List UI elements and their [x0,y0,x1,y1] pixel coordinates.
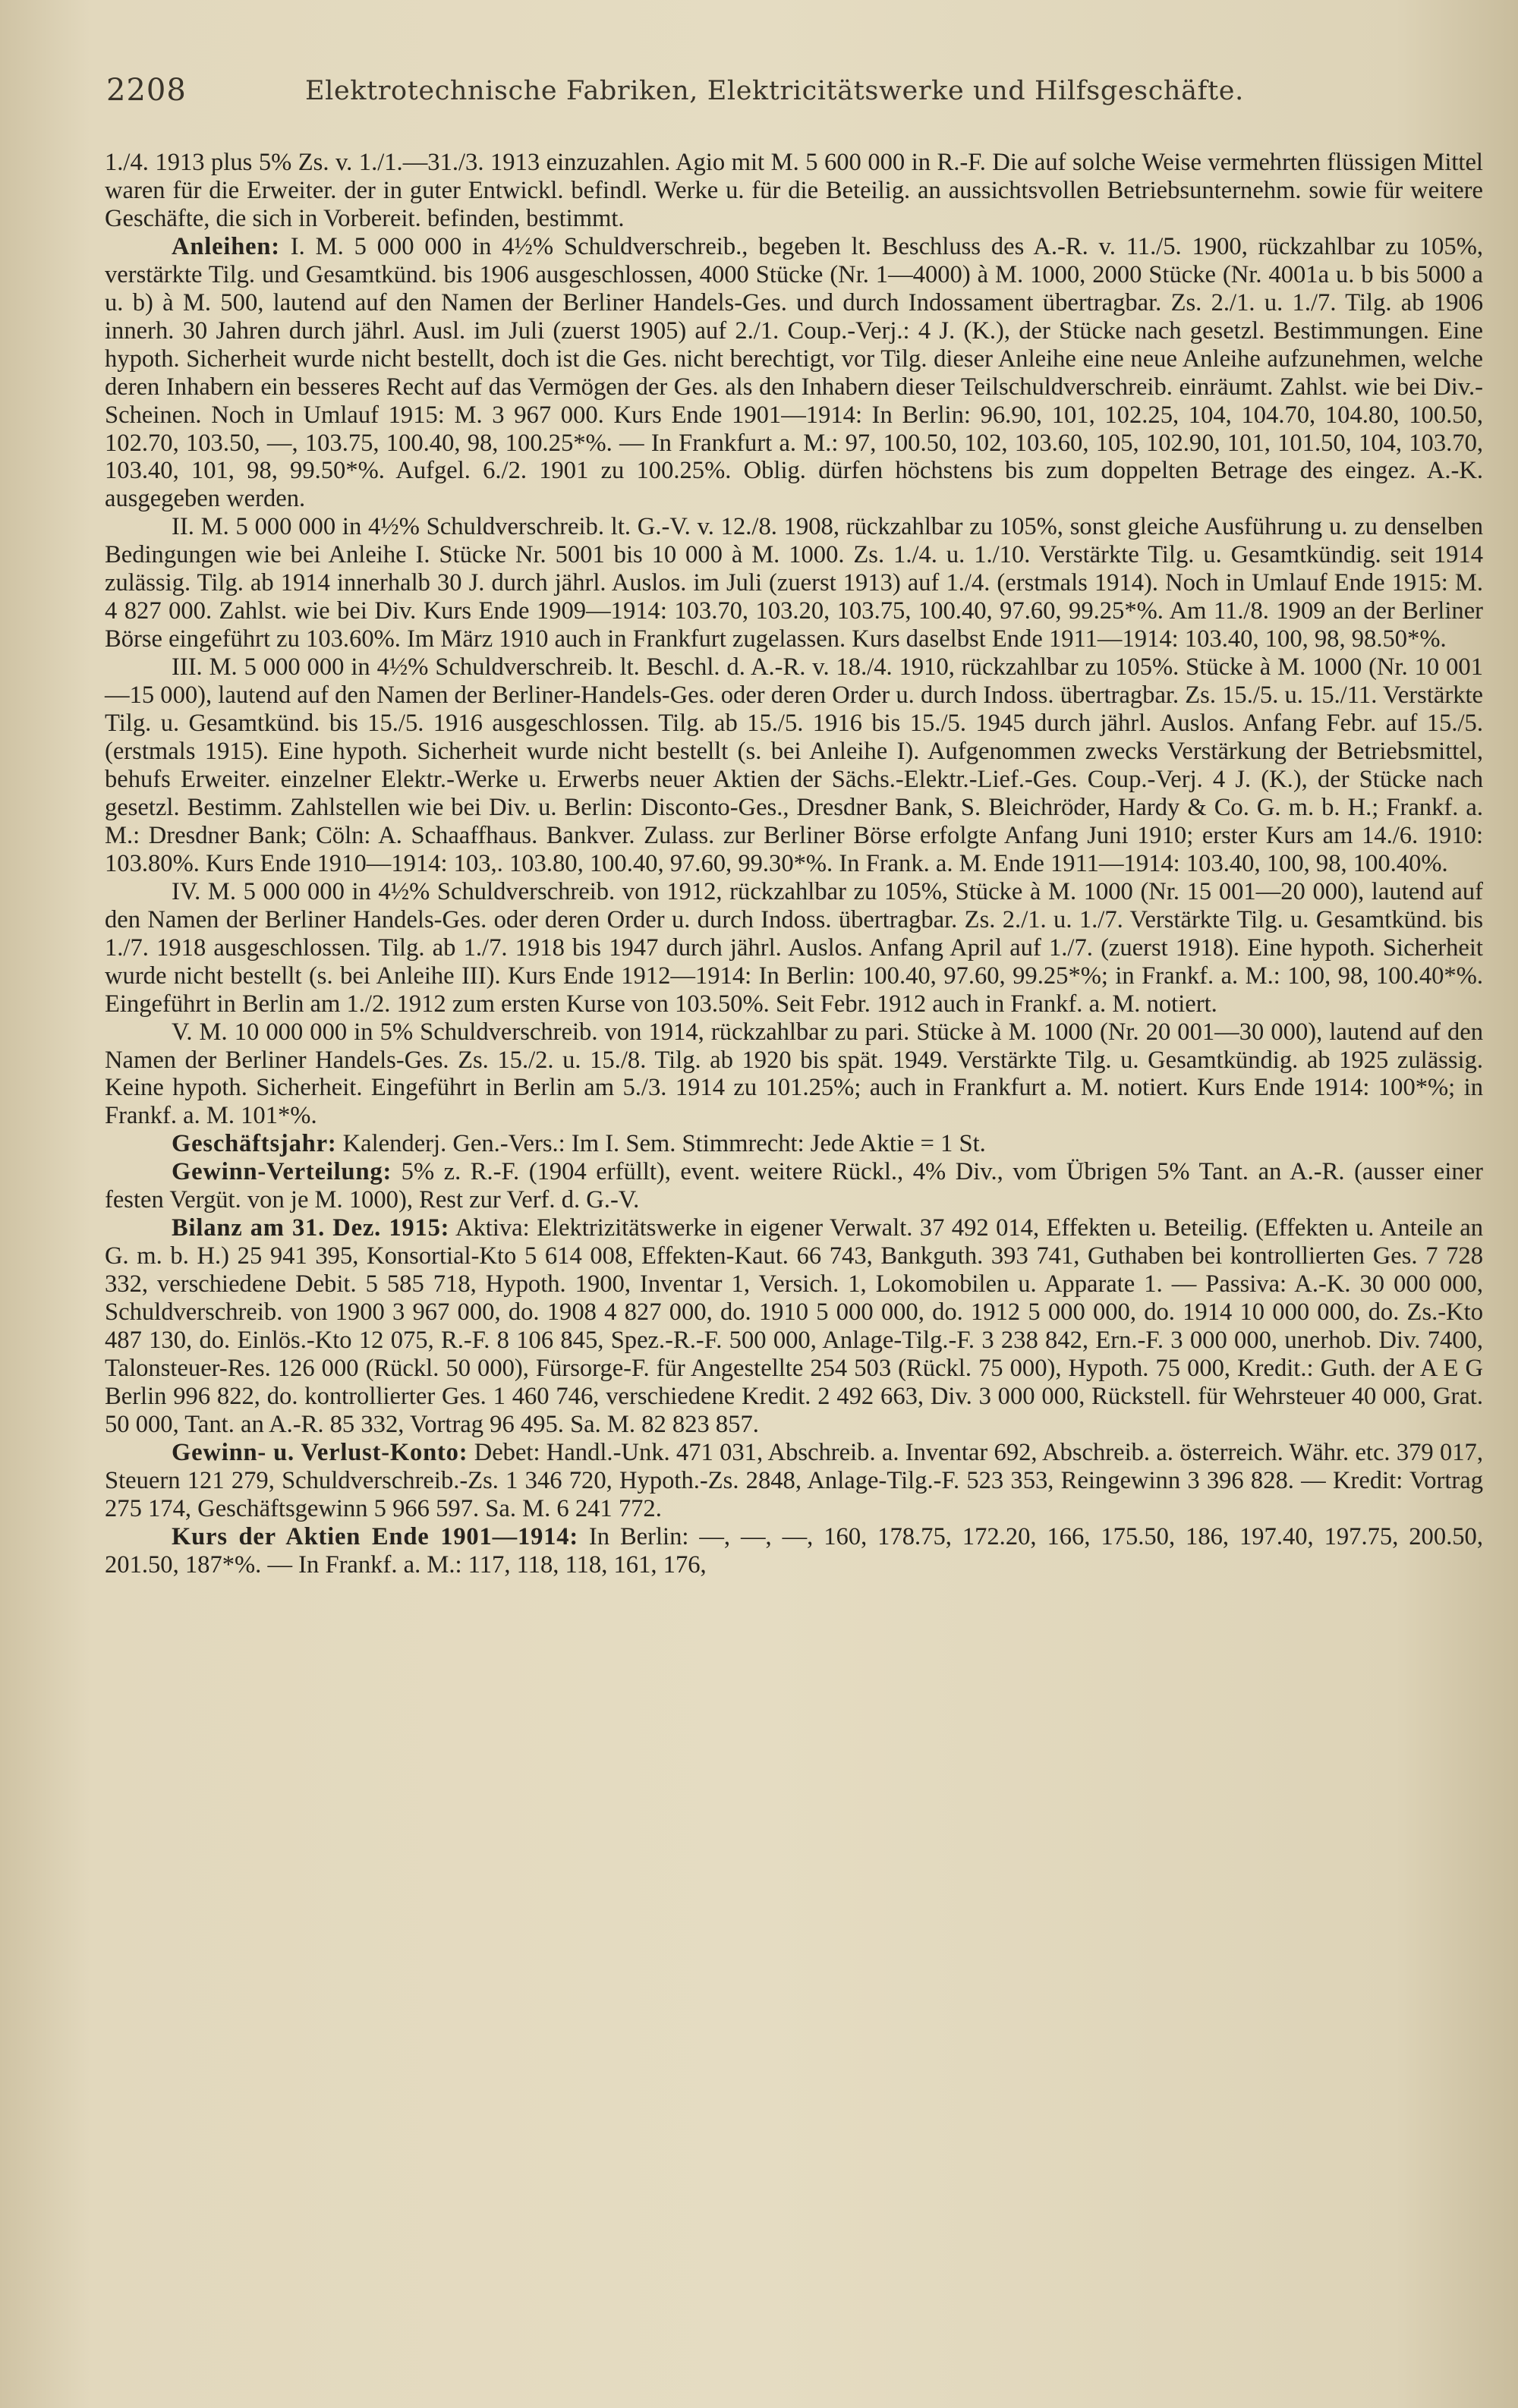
section-heading: Gewinn- u. Verlust-Konto: [172,1438,468,1466]
page-header [106,73,1457,118]
paragraph-text: I. M. 5 000 000 in 4½% Schuldverschreib., begeben lt. Beschluss des A.-R. v. 11./5. 1900, rückzahlbar zu 105%, verstärkte Tilg. und Gesamtkünd. bis 1906 ausgeschlossen, 4000 Stücke (Nr. 1—4000) à M. 1000, 2000 Stücke (Nr. 4001a u. b bis 5000 a u. b) à M. 500, lautend auf den Namen der Berliner Handels-Ges. und durch Indossament übertragbar. Zs. 2./1. u. 1./7. Tilg. ab 1906 innerh. 30 Jahren durch jährl. Ausl. im Juli (zuerst 1905) auf 2./1. Coup.-Verj.: 4 J. (K.), der Stücke nach gesetzl. Bestimmungen. Eine hypoth. Sicherheit wurde nicht bestellt, doch ist die Ges. nicht berechtigt, vor Tilg. dieser Anleihe eine neue Anleihe aufzunehmen, welche deren Inhabern ein besseres Recht auf das Vermögen der Ges. als den Inhabern dieser Teilschuldverschreib. einräumt. Zahlst. wie bei Div.-Scheinen. Noch in Umlauf 1915: M. 3 967 000. Kurs Ende 1901—1914: In Berlin: 96.90, 101, 102.25, 104, 104.70, 104.80, 100.50, 102.70, 103.50, —, 103.75, 100.40, 98, 100.25*%. — In Frankfurt a. M.: 97, 100.50, 102, 103.60, 105, 102.90, 101, 101.50, 104, 103.70, 103.40, 101, 98, 99.50*%. Aufgel. 6./2. 1901 zu 100.25%. Oblig. dürfen höchstens bis zum doppelten Betrage des eingez. A.-K. ausgegeben werden. [105,232,1483,513]
page-number: 2208 [106,73,187,108]
paragraph-text: V. M. 10 000 000 in 5% Schuldverschreib. von 1914, rückzahlbar zu pari. Stücke à M. 1000 (Nr. 20 001—30 000), lautend auf den Namen der Berliner Handels-Ges. Zs. 15./2. u. 15./8. Tilg. ab 1920 bis spät. 1949. Verstärkte Tilg. u. Gesamtkündig. ab 1925 zulässig. Keine hypoth. Sicherheit. Eingeführt in Berlin am 5./3. 1914 zu 101.25%; auch in Frankfurt a. M. notiert. Kurs Ende 1914: 100*%; in Frankf. a. M. 101*%. [105,1018,1483,1130]
section-heading: Kurs der Aktien Ende 1901—1914: [172,1522,578,1550]
body-text [105,149,1483,2395]
paragraph-profit-loss [105,1439,1483,1523]
paragraph-share-prices [105,1523,1483,1579]
section-heading: Anleihen: [172,232,280,260]
paragraph-bonds-ii [105,513,1483,653]
paragraph-text: 1./4. 1913 plus 5% Zs. v. 1./1.—31./3. 1913 einzuzahlen. Agio mit M. 5 600 000 in R.-F. Die auf solche Weise vermehrten flüssigen Mittel waren für die Erweiter. der in guter Entwickl. befindl. Werke u. für die Beteilig. an aussichtsvollen Betriebsunternehm. sowie für weitere Geschäfte, die sich in Vorbereit. befinden, bestimmt. [105,149,1483,232]
section-heading: Gewinn-Verteilung: [172,1158,392,1186]
paragraph-balance-sheet [105,1214,1483,1439]
paragraph-bonds-iii [105,653,1483,878]
paragraph-text: II. M. 5 000 000 in 4½% Schuldverschreib. lt. G.-V. v. 12./8. 1908, rückzahlbar zu 105%, sonst gleiche Ausführung u. zu denselben Bedingungen wie bei Anleihe I. Stücke Nr. 5001 bis 10 000 à M. 1000. Zs. 1./4. u. 1./10. Verstärkte Tilg. u. Gesamtkündig. seit 1914 zulässig. Tilg. ab 1914 innerhalb 30 J. durch jährl. Auslos. im Juli (zuerst 1913) auf 1./4. (erstmals 1914). Noch in Umlauf Ende 1915: M. 4 827 000. Zahlst. wie bei Div. Kurs Ende 1909—1914: 103.70, 103.20, 103.75, 100.40, 97.60, 99.25*%. Am 11./8. 1909 an der Berliner Börse eingeführt zu 103.60%. Im März 1910 auch in Frankfurt zugelassen. Kurs daselbst Ende 1911—1914: 103.40, 100, 98, 98.50*%. [105,513,1483,653]
section-heading: Bilanz am 31. Dez. 1915: [172,1214,450,1242]
paragraph-capital-increase [105,149,1483,233]
paragraph-text: Kalenderj. Gen.-Vers.: Im I. Sem. Stimmrecht: Jede Aktie = 1 St. [336,1130,986,1158]
section-heading: Geschäftsjahr: [172,1130,337,1158]
paragraph-fiscal-year [105,1130,1483,1158]
paragraph-profit-distribution [105,1158,1483,1214]
paragraph-bonds-v [105,1018,1483,1131]
running-title: Elektrotechnische Fabriken, Elektricitätswerke und Hilfsgeschäfte. [305,76,1244,106]
paragraph-bonds-iv [105,878,1483,1018]
paragraph-text: Debet: Handl.-Unk. 471 031, Abschreib. a. Inventar 692, Abschreib. a. österreich. Währ. etc. 379 017, Steuern 121 279, Schuldverschreib.-Zs. 1 346 720, Hypoth.-Zs. 2848, Anlage-Tilg.-F. 523 353, Reingewinn 3 396 828. — Kredit: Vortrag 275 174, Geschäftsgewinn 5 966 597. Sa. M. 6 241 772. [105,1438,1483,1522]
paragraph-text: In Berlin: —, —, —, 160, 178.75, 172.20, 166, 175.50, 186, 197.40, 197.75, 200.50, 201.50, 187*%. — In Frankf. a. M.: 117, 118, 118, 161, 176, [105,1522,1483,1579]
paragraph-text: 5% z. R.-F. (1904 erfüllt), event. weitere Rückl., 4% Div., vom Übrigen 5% Tant. an A.-R. (ausser einer festen Vergüt. von je M. 1000), Rest zur Verf. d. G.-V. [105,1158,1483,1214]
paragraph-text: III. M. 5 000 000 in 4½% Schuldverschreib. lt. Beschl. d. A.-R. v. 18./4. 1910, rückzahlbar zu 105%. Stücke à M. 1000 (Nr. 10 001—15 000), lautend auf den Namen der Berliner-Handels-Ges. oder deren Order u. durch Indoss. übertragbar. Zs. 15./5. u. 15./11. Verstärkte Tilg. u. Gesamtkünd. bis 15./5. 1916 ausgeschlossen. Tilg. ab 15./5. 1916 bis 15./5. 1945 durch jährl. Auslos. Anfang Febr. auf 15./5. (erstmals 1915). Eine hypoth. Sicherheit wurde nicht bestellt (s. bei Anleihe I). Aufgenommen zwecks Verstärkung der Betriebsmittel, behufs Erweiter. einzelner Elektr.-Werke u. Erwerbs neuer Aktien der Sächs.-Elektr.-Lief.-Ges. Coup.-Verj. 4 J. (K.), der Stücke nach gesetzl. Bestimm. Zahlstellen wie bei Div. u. Berlin: Disconto-Ges., Dresdner Bank, S. Bleichröder, Hardy & Co. G. m. b. H.; Frankf. a. M.: Dresdner Bank; Cöln: A. Schaaffhaus. Bankver. Zulass. zur Berliner Börse erfolgte Anfang Juni 1910; erster Kurs am 14./6. 1910: 103.80%. Kurs Ende 1910—1914: 103,. 103.80, 100.40, 97.60, 99.30*%. In Frank. a. M. Ende 1911—1914: 103.40, 100, 98, 100.40%. [105,653,1483,877]
paragraph-bonds-i [105,233,1483,514]
paragraph-text: Aktiva: Elektrizitätswerke in eigener Verwalt. 37 492 014, Effekten u. Beteilig. (Effekten u. Anteile an G. m. b. H.) 25 941 395, Konsortial-Kto 5 614 008, Effekten-Kaut. 66 743, Bankguth. 393 741, Guthaben bei kontrollierten Ges. 7 728 332, verschiedene Debit. 5 585 718, Hypoth. 1900, Inventar 1, Versich. 1, Lokomobilen u. Apparate 1. — Passiva: A.-K. 30 000 000, Schuldverschreib. von 1900 3 967 000, do. 1908 4 827 000, do. 1910 5 000 000, do. 1912 5 000 000, do. 1914 10 000 000, do. Zs.-Kto 487 130, do. Einlös.-Kto 12 075, R.-F. 8 106 845, Spez.-R.-F. 500 000, Anlage-Tilg.-F. 3 238 842, Ern.-F. 3 000 000, unerhob. Div. 7400, Talonsteuer-Res. 126 000 (Rückl. 50 000), Fürsorge-F. für Angestellte 254 503 (Rückl. 75 000), Hypoth. 75 000, Kredit.: Guth. der A E G Berlin 996 822, do. kontrollierter Ges. 1 460 746, verschiedene Kredit. 2 492 663, Div. 3 000 000, Rückstell. für Wehrsteuer 40 000, Grat. 50 000, Tant. an A.-R. 85 332, Vortrag 96 495. Sa. M. 82 823 857. [105,1214,1483,1438]
paragraph-text: IV. M. 5 000 000 in 4½% Schuldverschreib. von 1912, rückzahlbar zu 105%, Stücke à M. 1000 (Nr. 15 001—20 000), lautend auf den Namen der Berliner Handels-Ges. oder deren Order u. durch Indoss. übertragbar. Zs. 2./1. u. 1./7. Verstärkte Tilg. u. Gesamtkünd. bis 1./7. 1918 ausgeschlossen. Tilg. ab 1./7. 1918 bis 1947 durch jährl. Auslos. Anfang April auf 1./7. (zuerst 1918). Eine hypoth. Sicherheit wurde nicht bestellt (s. bei Anleihe III). Kurs Ende 1912—1914: In Berlin: 100.40, 97.60, 99.25*%; in Frankf. a. M.: 100, 98, 100.40*%. Eingeführt in Berlin am 1./2. 1912 zum ersten Kurse von 103.50%. Seit Febr. 1912 auch in Frankf. a. M. notiert. [105,877,1483,1018]
